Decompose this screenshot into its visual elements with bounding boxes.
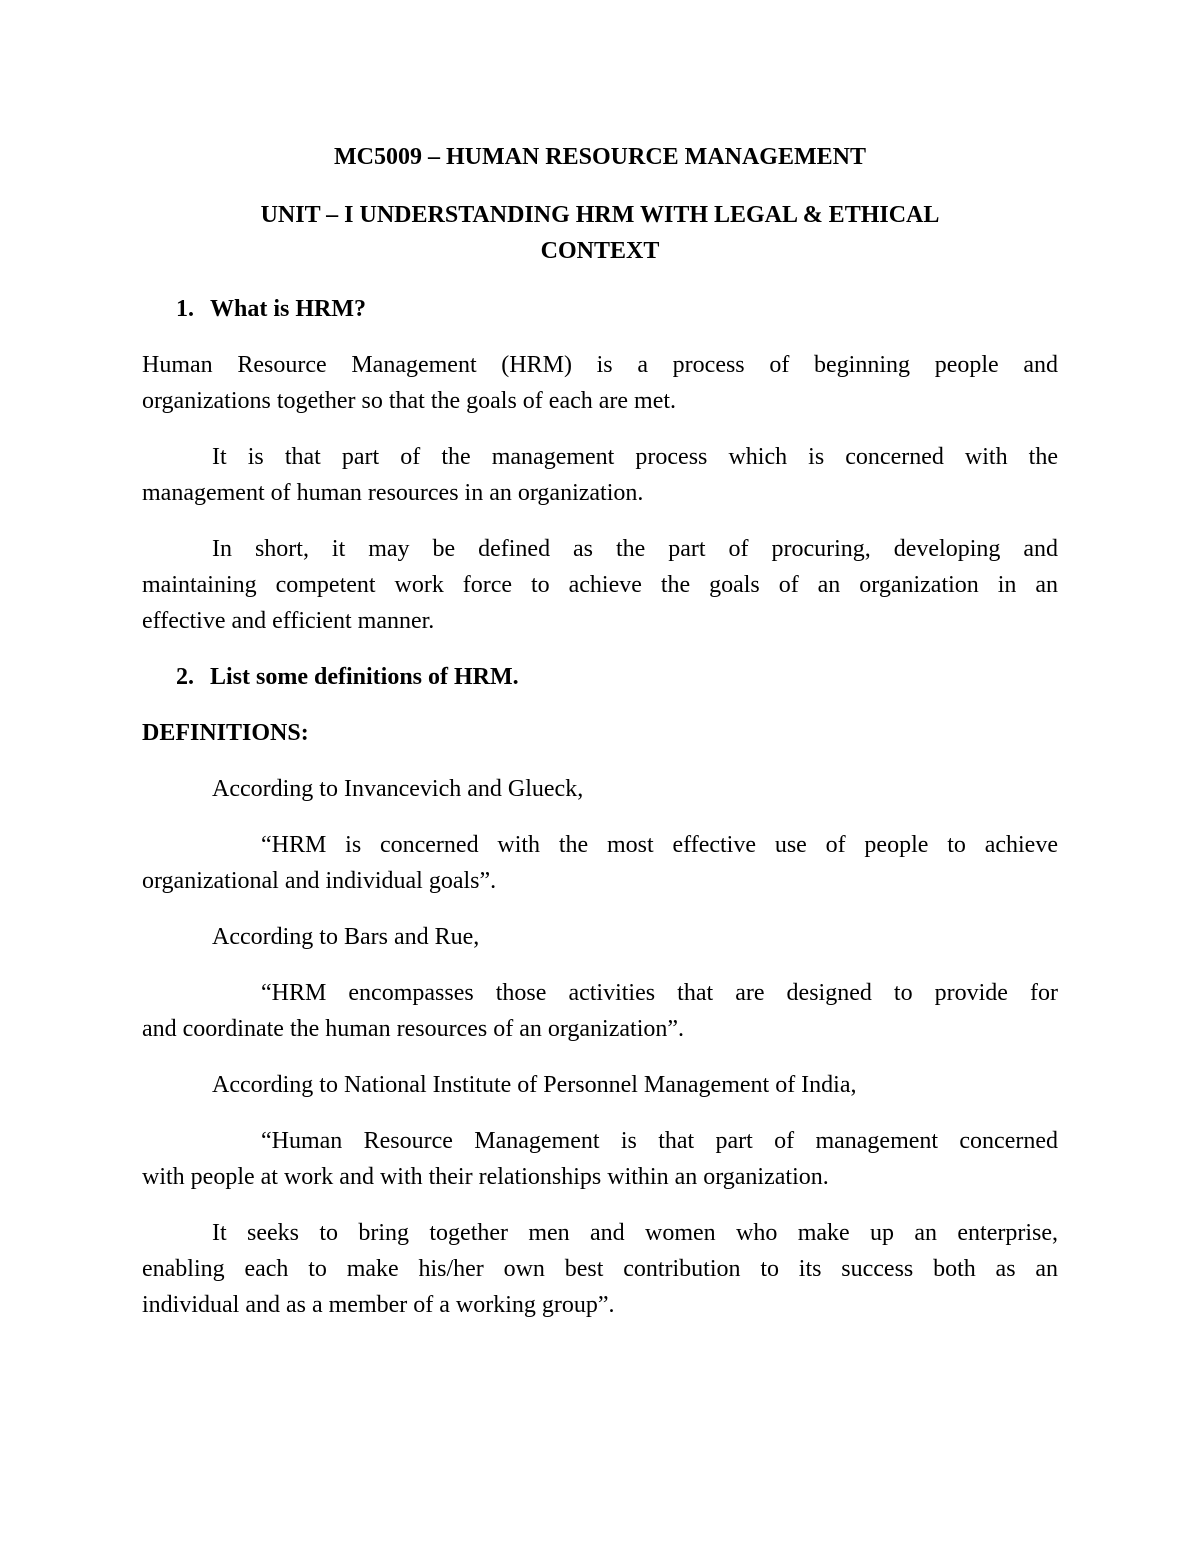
- definition-2-source: According to Bars and Rue,: [212, 924, 480, 950]
- definition-3-quote-line-1: “Human Resource Management is that part of management concerned: [261, 1128, 1058, 1154]
- question-1-heading: [176, 294, 1058, 324]
- definition-1-source: According to Invancevich and Glueck,: [212, 776, 584, 802]
- unit-title-line-2: CONTEXT: [540, 238, 660, 264]
- definition-3-continuation-line-1: It seeks to bring together men and women who make up an enterprise,: [212, 1220, 1058, 1246]
- question-1-text: What is HRM?: [210, 296, 366, 322]
- definition-1-quote-line-2: organizational and individual goals”.: [142, 868, 497, 894]
- answer-1-paragraph-2-line-2: management of human resources in an organization.: [142, 480, 644, 506]
- definition-3-source: According to National Institute of Personnel Management of India,: [212, 1072, 857, 1098]
- answer-1-paragraph-3-line-3: effective and efficient manner.: [142, 608, 435, 634]
- definitions-heading: DEFINITIONS:: [142, 720, 309, 746]
- definition-2-quote-line-1: “HRM encompasses those activities that are designed to provide for: [261, 980, 1058, 1006]
- answer-1-paragraph-3-line-2: maintaining competent work force to achieve the goals of an organization in an: [142, 572, 1058, 598]
- question-2-text: List some definitions of HRM.: [210, 664, 519, 690]
- definition-3-continuation-line-2: enabling each to make his/her own best contribution to its success both as an: [142, 1256, 1058, 1282]
- definition-1-quote-line-1: “HRM is concerned with the most effective use of people to achieve: [261, 832, 1058, 858]
- definition-3-continuation-line-3: individual and as a member of a working group”.: [142, 1292, 615, 1318]
- answer-1-paragraph-1-line-1: Human Resource Management (HRM) is a process of beginning people and: [142, 352, 1058, 378]
- definition-2-quote-line-2: and coordinate the human resources of an organization”.: [142, 1016, 685, 1042]
- unit-title-line-1: UNIT – I UNDERSTANDING HRM WITH LEGAL & ETHICAL: [260, 202, 940, 228]
- document-title: MC5009 – HUMAN RESOURCE MANAGEMENT: [334, 144, 866, 170]
- answer-1-paragraph-2-line-1: It is that part of the management process which is concerned with the: [212, 444, 1058, 470]
- answer-1-paragraph-1-line-2: organizations together so that the goals of each are met.: [142, 388, 677, 414]
- question-2-number: 2.: [176, 664, 194, 690]
- answer-1-paragraph-3-line-1: In short, it may be defined as the part of procuring, developing and: [212, 536, 1058, 562]
- question-2-heading: [176, 662, 1058, 692]
- question-1-number: 1.: [176, 296, 194, 322]
- definition-3-quote-line-2: with people at work and with their relationships within an organization.: [142, 1164, 829, 1190]
